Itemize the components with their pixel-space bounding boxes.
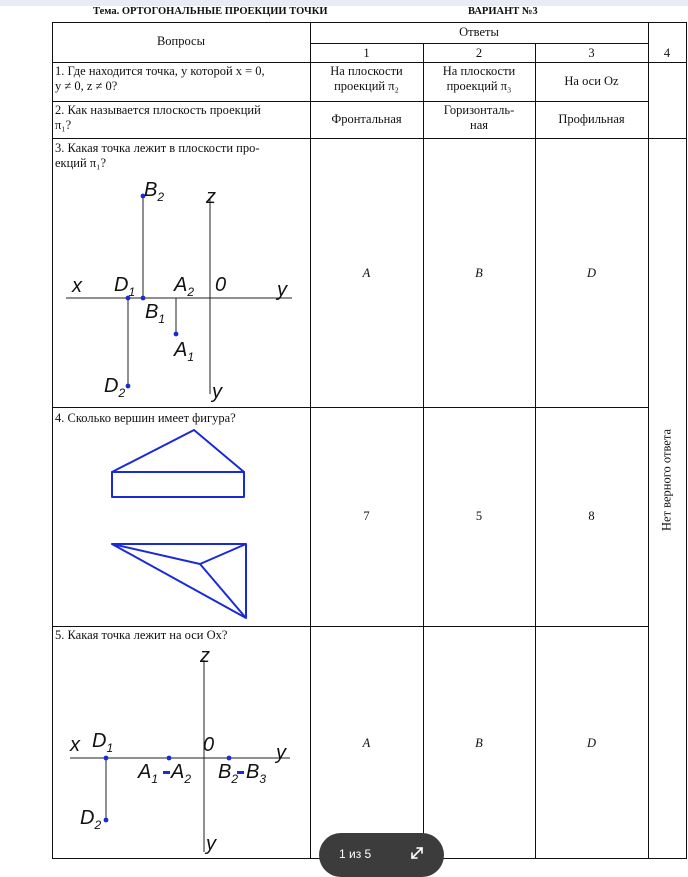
svg-text:A1 — [173, 339, 194, 364]
header-questions: Вопросы — [156, 34, 206, 48]
label-a2-sub: 2 — [187, 285, 195, 299]
label-b1-sub: 1 — [158, 312, 166, 326]
label-a2-sub: 2 — [184, 772, 192, 786]
label-d1: D — [92, 730, 107, 752]
label-b2: B — [144, 179, 158, 201]
page-navigator[interactable] — [319, 833, 444, 877]
projection-diagram-q3 — [52, 170, 310, 406]
label-y-down: y — [206, 833, 216, 855]
answer-number-1: 1 — [363, 46, 370, 60]
label-origin: 0 — [203, 734, 215, 756]
answer-3-1: A — [362, 266, 371, 280]
label-b2-sub: 2 — [231, 772, 239, 786]
label-a1: A — [138, 761, 152, 783]
expand-icon[interactable] — [407, 843, 427, 863]
question-4: 4. Сколько вершин имеет фигура? — [55, 411, 236, 425]
no-correct-answer-cell — [652, 380, 682, 580]
label-y: y — [276, 742, 286, 764]
answer-line: ная — [470, 118, 488, 132]
equals-mark-a — [163, 771, 170, 774]
answer-number-2: 2 — [475, 46, 483, 60]
question-2-line1: 2. Как называется плоскость проекций — [55, 103, 261, 117]
question-2 — [55, 103, 307, 133]
label-d2: D — [104, 375, 119, 397]
answer-1-3: На оси Oz — [564, 74, 619, 88]
label-a1-sub: 1 — [187, 350, 195, 364]
header-answers: Ответы — [459, 25, 499, 39]
label-a2: A — [171, 761, 185, 783]
no-correct-answer-label: Нет верного ответа — [659, 428, 674, 532]
svg-text:D2 — [80, 807, 101, 832]
svg-text:D1 — [92, 730, 113, 755]
question-5: 5. Какая точка лежит на оси Ox? — [55, 628, 228, 642]
answer-2-2 — [423, 103, 535, 133]
svg-text:B3 — [246, 761, 266, 786]
label-z: z — [206, 186, 216, 208]
table-divider — [52, 138, 687, 139]
answer-5-1: A — [362, 736, 371, 750]
bottom-edge — [200, 564, 246, 618]
table-divider — [310, 43, 648, 44]
answer-3-3: D — [586, 266, 597, 280]
answer-2-1: Фронтальная — [331, 112, 402, 126]
svg-text:A2 — [173, 274, 194, 299]
answer-3-2: B — [475, 266, 483, 280]
label-a1-sub: 1 — [151, 772, 159, 786]
table-divider — [52, 101, 648, 102]
answer-4-3: 8 — [588, 509, 595, 523]
point-b — [227, 756, 232, 761]
variant-label: ВАРИАНТ №3 — [468, 6, 538, 17]
label-b3-sub: 3 — [259, 772, 267, 786]
answer-line: На плоскости — [442, 64, 516, 78]
topic-title: Тема. ОРТОГОНАЛЬНЫЕ ПРОЕКЦИИ ТОЧКИ — [93, 6, 328, 17]
label-origin: 0 — [215, 274, 227, 296]
bottom-edge — [200, 544, 246, 564]
svg-text:B1 — [145, 301, 165, 326]
answer-5-3: D — [586, 736, 597, 750]
answer-4-2: 5 — [475, 509, 483, 523]
table-divider — [52, 62, 687, 63]
label-d1-sub: 1 — [128, 285, 136, 299]
label-d2-sub: 2 — [118, 386, 126, 400]
answer-line: Горизонталь- — [443, 103, 515, 117]
label-x: x — [70, 734, 80, 756]
answer-1-2 — [423, 64, 535, 94]
question-1-line2: y ≠ 0, z ≠ 0? — [55, 79, 118, 93]
table-divider — [648, 22, 649, 859]
label-b2: B — [218, 761, 232, 783]
answer-1-1 — [310, 64, 423, 94]
svg-text:B2 — [218, 761, 238, 786]
answer-line: На плоскости — [330, 64, 403, 78]
answer-line: проекций π₂ — [334, 79, 399, 93]
label-d1: D — [114, 274, 129, 296]
table-divider — [310, 22, 311, 859]
answer-number-4: 4 — [663, 46, 671, 60]
answer-2-3: Профильная — [558, 112, 625, 126]
table-divider — [52, 626, 648, 627]
label-y: y — [277, 279, 287, 301]
label-b3: B — [246, 761, 260, 783]
svg-text:D1 — [114, 274, 135, 299]
point-d2 — [104, 818, 109, 823]
document-header — [0, 6, 688, 20]
svg-text:D2 — [104, 375, 125, 400]
question-3-line1: 3. Какая точка лежит в плоскости про- — [55, 141, 260, 155]
point-a — [167, 756, 172, 761]
point-d1 — [104, 756, 109, 761]
svg-text:A1 — [137, 761, 158, 786]
answer-line: проекций π₃ — [446, 79, 512, 93]
answer-4-1: 7 — [363, 509, 370, 523]
label-y-down: y — [212, 381, 222, 403]
question-2-line2: π₁? — [55, 118, 72, 132]
label-z: z — [200, 648, 210, 667]
table-border-top — [52, 22, 687, 23]
answer-5-2: B — [475, 736, 483, 750]
question-3 — [55, 141, 307, 171]
solid-figure-q4 — [52, 420, 310, 620]
bottom-edge — [112, 544, 200, 564]
label-x: x — [72, 275, 82, 297]
answer-number-3: 3 — [588, 46, 595, 60]
label-d2: D — [80, 807, 95, 829]
top-view-rectangle — [112, 472, 244, 497]
equals-mark-b — [237, 771, 244, 774]
table-divider — [52, 407, 648, 408]
table-border-right — [686, 22, 687, 859]
question-3-line2: екций π₁? — [55, 156, 107, 170]
point-a1 — [174, 332, 179, 337]
svg-text:A2 — [170, 761, 191, 786]
label-a2: A — [174, 274, 188, 296]
label-b2-sub: 2 — [157, 190, 165, 204]
svg-text:B2 — [144, 179, 164, 204]
question-1-line1: 1. Где находится точка, у которой x = 0, — [55, 64, 265, 78]
point-b1 — [141, 296, 146, 301]
label-a1: A — [174, 339, 188, 361]
label-d2-sub: 2 — [94, 818, 102, 832]
page-counter: 1 из 5 — [339, 847, 372, 861]
top-view-triangle — [112, 430, 244, 472]
question-1 — [55, 64, 307, 94]
projection-diagram-q5 — [52, 648, 310, 858]
label-d1-sub: 1 — [106, 741, 114, 755]
label-b1: B — [145, 301, 159, 323]
point-d2 — [126, 384, 131, 389]
bottom-view-triangle — [112, 544, 246, 618]
